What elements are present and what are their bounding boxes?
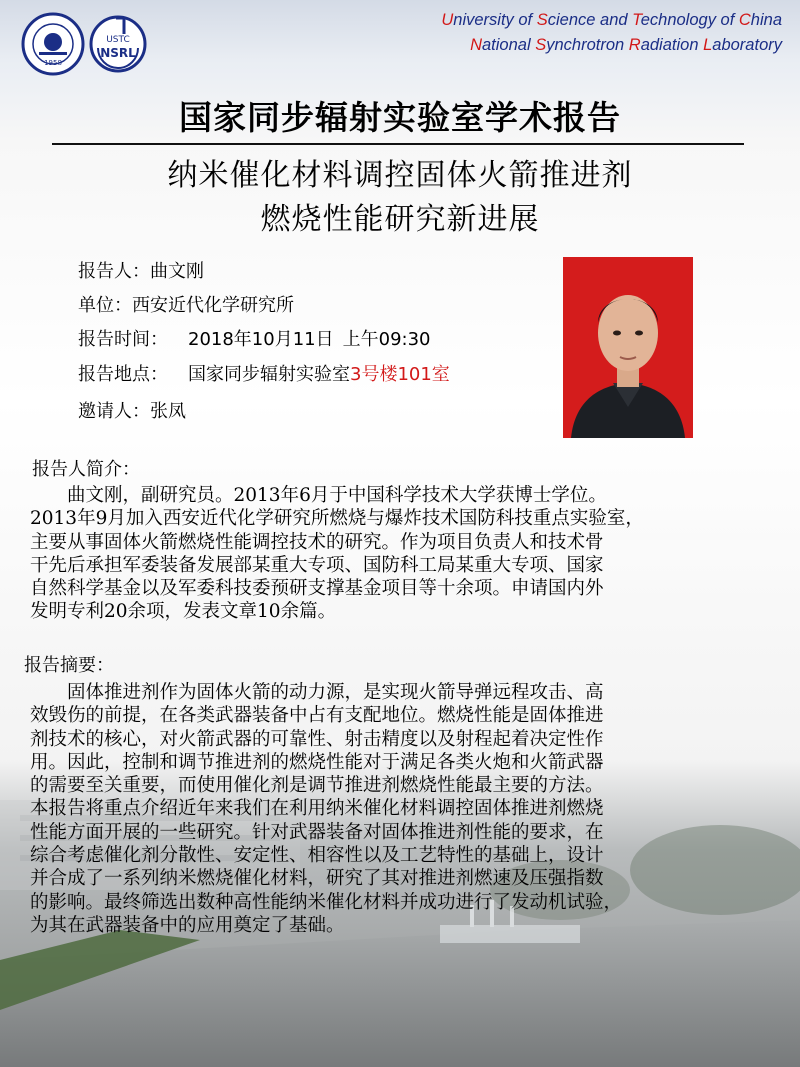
institution-text: U [441,11,454,29]
bio-line: 主要从事固体火箭燃烧性能调控技术的研究。作为项目负责人和技术骨 [30,531,604,553]
bio-line: 发明专利20余项，发表文章10余篇。 [30,601,337,623]
affiliation-label: 单位： [78,295,132,316]
bio-heading: 报告人简介： [32,459,140,480]
affiliation-value: 西安近代化学研究所 [132,295,294,316]
talk-title-line-2: 燃烧性能研究新进展 [260,202,540,237]
institution-text: echnology of [640,11,739,29]
talk-title-line-1: 纳米催化材料调控固体火箭推进剂 [167,158,633,193]
abstract-line: 剂技术的核心，对火箭武器的可靠性、射击精度以及射程起着决定性作 [30,728,604,750]
time-label: 报告时间： [78,329,168,350]
abstract-line: 用。因此，控制和调节推进剂的燃烧性能对于满足各类火炮和火箭武器 [30,751,604,773]
institution-text: cience and [547,11,633,29]
logo-ustc-text: USTC [106,35,130,45]
abstract-heading: 报告摘要： [24,655,114,676]
logo-year-text: 1958 [44,59,62,67]
logo-nsrl-text: NSRL [100,46,136,60]
speaker-row [78,257,204,283]
location-row [78,360,450,386]
host-name: 张凤 [150,401,186,422]
abstract-line: 效毁伤的前提，在各类武器装备中占有支配地位。燃烧性能是固体推进 [30,705,604,727]
abstract-line: 并合成了一系列纳米燃烧催化材料，研究了其对推进剂燃速及压强指数 [30,868,604,890]
institution-text: ynchrotron [546,36,629,54]
location-value: 国家同步辐射实验室 [188,364,350,385]
abstract-line: 本报告将重点介绍近年来我们在利用纳米催化材料调控固体推进剂燃烧 [30,798,604,820]
abstract-line: 性能方面开展的一些研究。针对武器装备对固体推进剂性能的要求，在 [30,821,604,843]
institution-text: aboratory [712,36,782,54]
time-value: 上午09:30 [342,329,431,350]
bio-line: 2013年9月加入西安近代化学研究所燃烧与爆炸技术国防科技重点实验室， [30,508,644,530]
date-value: 2018年10月11日 [188,329,334,350]
institution-line-2 [470,36,782,55]
bio-paragraph [30,484,644,624]
institution-text: S [536,11,548,29]
institution-text: S [535,36,547,54]
abstract-line: 综合考虑催化剂分散性、安定性、相容性以及工艺特性的基础上，设计 [30,845,604,867]
abstract-line: 固体推进剂作为固体火箭的动力源，是实现火箭导弹远程攻击、高 [30,682,604,703]
location-label: 报告地点： [78,364,168,385]
abstract-paragraph [30,681,622,937]
institution-text: hina [750,11,782,29]
institution-text: L [703,36,713,54]
location-room: 3号楼101室 [350,364,450,385]
bio-line: 自然科学基金以及军委科技委预研支撑基金项目等十余项。申请国内外 [30,578,604,600]
speaker-name: 曲文刚 [150,261,204,282]
institution-text: niversity of [453,11,537,29]
nsrl-logo [88,14,148,74]
speaker-label: 报告人： [78,261,150,282]
main-title: 国家同步辐射实验室学术报告 [179,98,621,137]
time-row [78,325,431,351]
institution-text: adiation [640,36,704,54]
institution-text: T [632,11,641,29]
institution-text: C [738,11,751,29]
abstract-line: 为其在武器装备中的应用奠定了基础。 [30,914,345,936]
institution-line-1 [441,11,782,30]
institution-text: ational [482,36,536,54]
institution-text: N [470,36,482,54]
host-row [78,397,186,423]
bio-line: 曲文刚，副研究员。2013年6月于中国科学技术大学获博士学位。 [30,485,607,506]
abstract-line: 的影响。最终筛选出数种高性能纳米催化材料并成功进行了发动机试验， [30,891,623,913]
university-logo [21,12,85,76]
affiliation-row [78,291,294,317]
title-divider [52,143,744,145]
institution-text: R [628,36,641,54]
bio-line: 干先后承担军委装备发展部某重大专项、国防科工局某重大专项、国家 [30,554,604,576]
host-label: 邀请人： [78,401,150,422]
speaker-photo [563,257,693,438]
abstract-line: 的需要至关重要，而使用催化剂是调节推进剂燃烧性能最主要的方法。 [30,775,604,797]
